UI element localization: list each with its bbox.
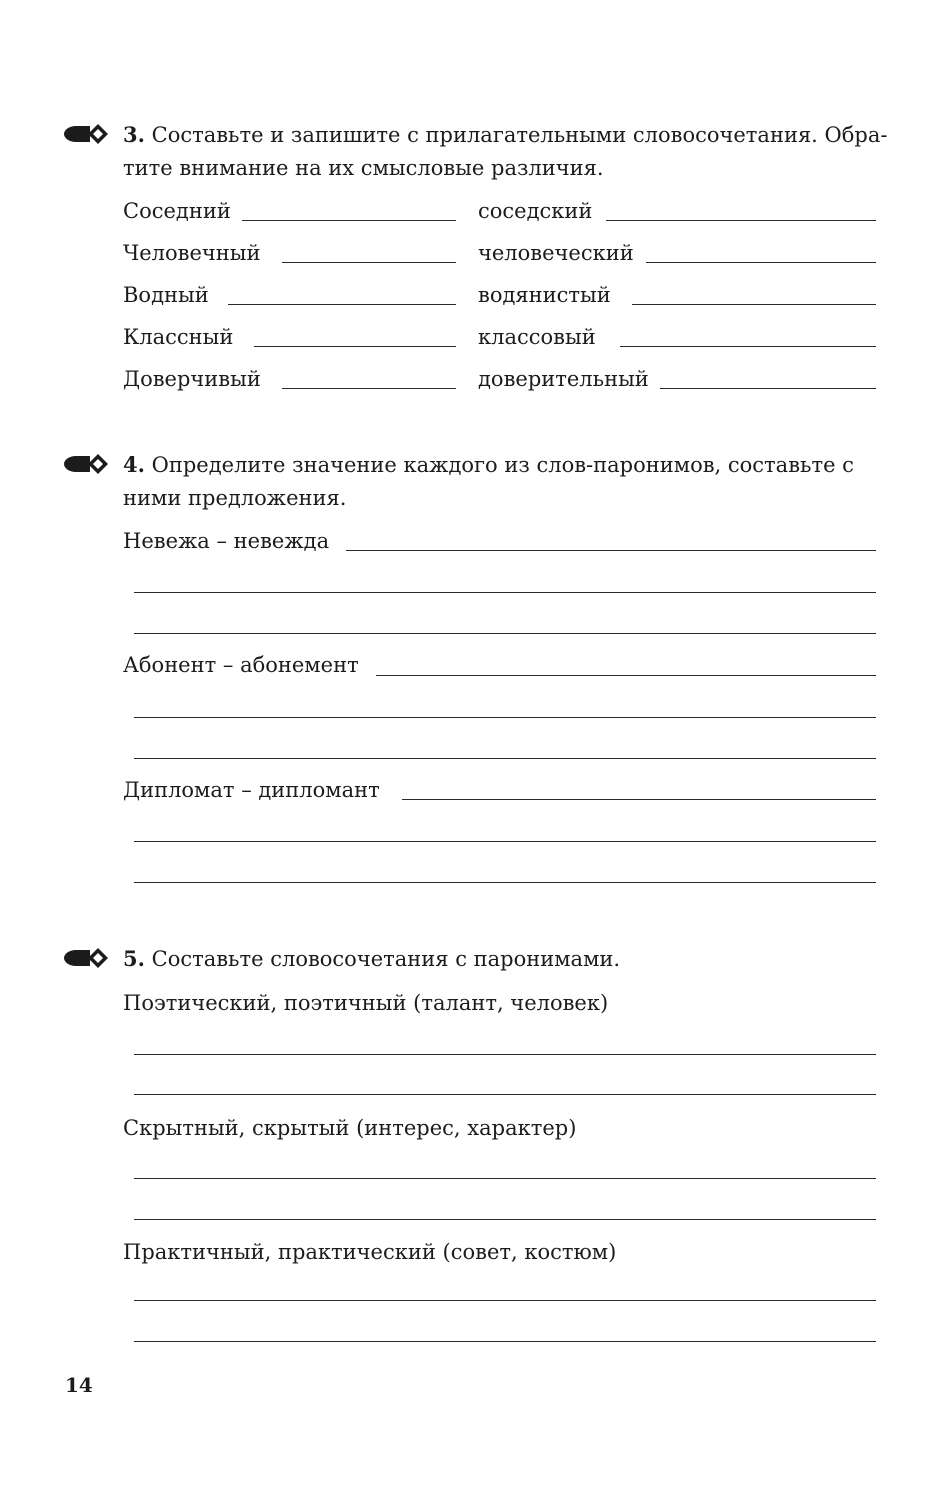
answer-line[interactable] <box>134 592 876 593</box>
pair-left-word: Классный <box>123 325 234 349</box>
task4-instruction-line2: ними предложения. <box>123 486 347 510</box>
task5-number: 5. <box>123 946 145 971</box>
task-marker-icon <box>62 451 112 477</box>
answer-line[interactable] <box>134 717 876 718</box>
task3-instruction-line1: Составьте и запишите с прилагательными словосочетания. Обра- <box>151 123 888 147</box>
task3-instruction <box>123 118 888 185</box>
answer-line[interactable] <box>282 388 456 389</box>
pair-right-word: доверительный <box>478 367 649 391</box>
answer-line[interactable] <box>134 1178 876 1179</box>
answer-line[interactable] <box>134 841 876 842</box>
answer-line[interactable] <box>606 220 876 221</box>
pair-left-word: Доверчивый <box>123 367 261 391</box>
answer-line[interactable] <box>134 1054 876 1055</box>
task-marker-icon <box>62 945 112 971</box>
answer-line[interactable] <box>660 388 876 389</box>
answer-line[interactable] <box>646 262 876 263</box>
answer-line[interactable] <box>620 346 876 347</box>
paronym-phrase-label: Поэтический, поэтичный (талант, человек) <box>123 991 609 1015</box>
answer-line[interactable] <box>134 1300 876 1301</box>
task4-number: 4. <box>123 452 145 477</box>
task3-number: 3. <box>123 122 145 147</box>
pair-right-word: человеческий <box>478 241 634 265</box>
task4-instruction <box>123 448 883 515</box>
pair-left-word: Человечный <box>123 241 261 265</box>
answer-line[interactable] <box>134 1341 876 1342</box>
answer-line[interactable] <box>402 799 876 800</box>
answer-line[interactable] <box>254 346 456 347</box>
paronym-pair-label: Невежа – невежда <box>123 529 330 553</box>
answer-line[interactable] <box>134 758 876 759</box>
answer-line[interactable] <box>282 262 456 263</box>
answer-line[interactable] <box>242 220 456 221</box>
pair-left-word: Водный <box>123 283 209 307</box>
answer-line[interactable] <box>632 304 876 305</box>
page-number: 14 <box>65 1373 93 1397</box>
task4-instruction-line1: Определите значение каждого из слов-паронимов, составьте с <box>151 453 854 477</box>
pair-right-word: водянистый <box>478 283 611 307</box>
task5-instruction <box>123 942 620 976</box>
task3-instruction-line2: тите внимание на их смысловые различия. <box>123 156 604 180</box>
paronym-phrase-label: Практичный, практический (совет, костюм) <box>123 1240 617 1264</box>
pair-right-word: соседский <box>478 199 593 223</box>
answer-line[interactable] <box>134 633 876 634</box>
answer-line[interactable] <box>376 675 876 676</box>
answer-line[interactable] <box>134 882 876 883</box>
task5-instruction-text: Составьте словосочетания с паронимами. <box>151 947 621 971</box>
paronym-phrase-label: Скрытный, скрытый (интерес, характер) <box>123 1116 577 1140</box>
answer-line[interactable] <box>134 1094 876 1095</box>
paronym-pair-label: Абонент – абонемент <box>123 653 359 677</box>
answer-line[interactable] <box>346 550 876 551</box>
pair-left-word: Соседний <box>123 199 231 223</box>
answer-line[interactable] <box>228 304 456 305</box>
answer-line[interactable] <box>134 1219 876 1220</box>
pair-right-word: классовый <box>478 325 596 349</box>
task-marker-icon <box>62 121 112 147</box>
paronym-pair-label: Дипломат – дипломант <box>123 778 380 802</box>
